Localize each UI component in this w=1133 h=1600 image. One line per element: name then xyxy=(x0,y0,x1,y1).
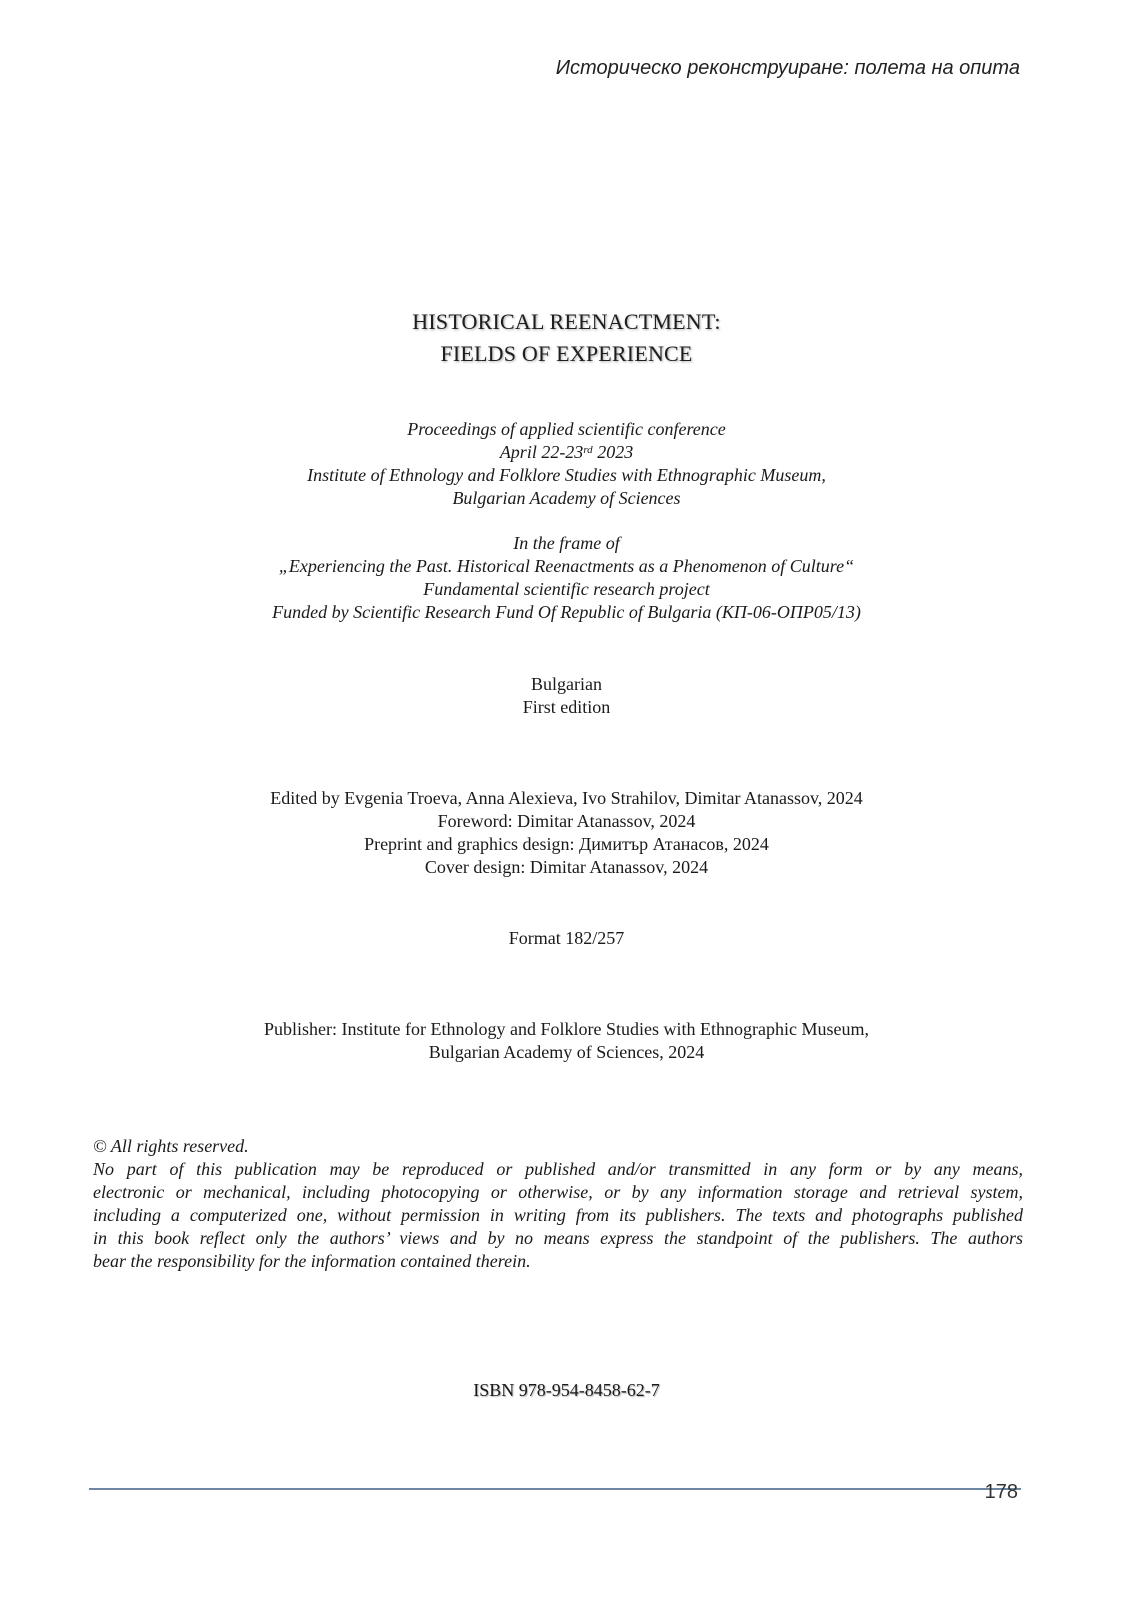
running-header: Историческо реконструиране: полета на опита xyxy=(555,57,1020,79)
project-info xyxy=(0,532,1133,624)
book-title xyxy=(0,306,1133,370)
page-number: 178 xyxy=(984,1481,1018,1503)
credits-editors: Edited by Evgenia Troeva, Anna Alexieva, Ivo Strahilov, Dimitar Atanassov, 2024 xyxy=(270,788,863,808)
rights-heading: © All rights reserved. xyxy=(93,1136,249,1156)
conference-date xyxy=(0,441,1133,464)
project-frame: In the frame of xyxy=(513,533,620,553)
credits-cover: Cover design: Dimitar Atanassov, 2024 xyxy=(424,857,709,877)
edition-number: First edition xyxy=(522,697,611,717)
credits-preprint: Preprint and graphics design: Димитър Атанасов, 2024 xyxy=(364,834,769,854)
project-funding: Funded by Scientific Research Fund Of Republic of Bulgaria (КП-06-ОПР05/13) xyxy=(272,602,861,622)
conference-date-ordinal: rd xyxy=(583,444,593,456)
rights-line: No part of this publication may be reproduced or published and/or transmitted in any form or by any means, xyxy=(93,1159,1023,1179)
footer-divider xyxy=(89,1488,1021,1490)
format-info: Format 182/257 xyxy=(508,928,625,948)
project-type: Fundamental scientific research project xyxy=(423,579,710,599)
publisher-line-1: Publisher: Institute for Ethnology and Folklore Studies with Ethnographic Museum, xyxy=(264,1019,869,1039)
book-title-line-1: HISTORICAL REENACTMENT: xyxy=(412,309,721,334)
edition-info xyxy=(0,673,1133,719)
edition-language: Bulgarian xyxy=(531,674,602,694)
isbn: ISBN 978-954-8458-62-7 xyxy=(473,1380,660,1400)
rights-line: including a computerized one, without permission in writing from its publishers. The texts and photographs published xyxy=(93,1205,1023,1225)
rights-line: bear the responsibility for the information contained therein. xyxy=(93,1251,531,1271)
credits-foreword: Foreword: Dimitar Atanassov, 2024 xyxy=(437,811,696,831)
rights-notice xyxy=(93,1135,1023,1273)
conference-institute: Institute of Ethnology and Folklore Studies with Ethnographic Museum, xyxy=(307,465,826,485)
rights-line: in this book reflect only the authors’ views and by no means express the standpoint of the publishers. The authors xyxy=(93,1228,1023,1248)
conference-date-prefix: April 22-23 xyxy=(499,442,584,462)
rights-line: electronic or mechanical, including photocopying or otherwise, or by any information storage and retrieval system, xyxy=(93,1182,1023,1202)
conference-info xyxy=(0,418,1133,510)
credits xyxy=(0,787,1133,879)
publisher-line-2: Bulgarian Academy of Sciences, 2024 xyxy=(428,1042,705,1062)
conference-proceedings: Proceedings of applied scientific conference xyxy=(407,419,726,439)
book-title-line-2: FIELDS OF EXPERIENCE xyxy=(440,341,693,366)
conference-date-year: 2023 xyxy=(592,442,634,462)
publisher-info xyxy=(0,1018,1133,1064)
conference-academy: Bulgarian Academy of Sciences xyxy=(452,488,681,508)
project-title: „Experiencing the Past. Historical Reenactments as a Phenomenon of Culture“ xyxy=(278,556,855,576)
